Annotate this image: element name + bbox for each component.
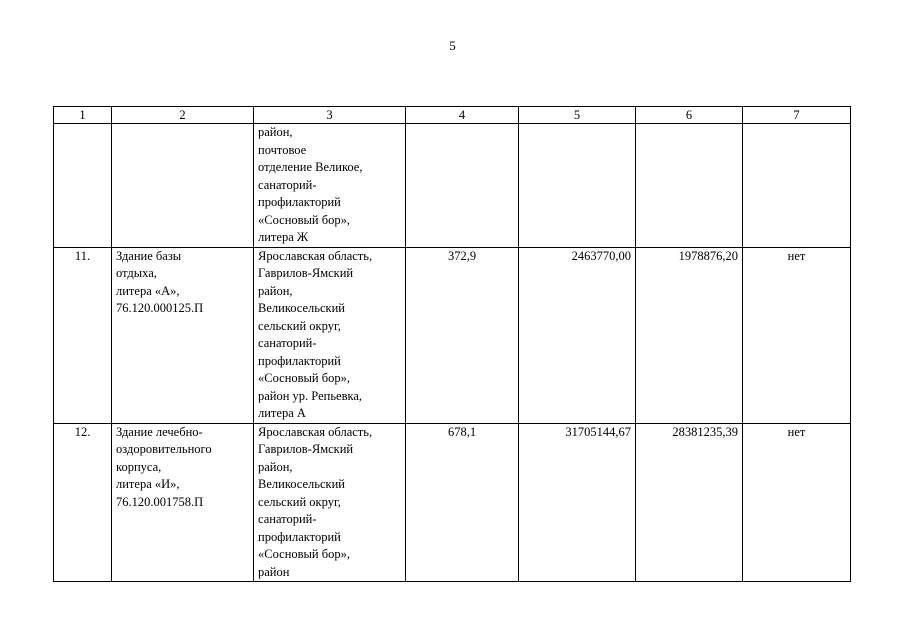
residual-value-cell	[636, 124, 743, 248]
area-cell: 372,9	[406, 247, 519, 423]
address-line: литера Ж	[258, 230, 309, 244]
address-line: литера А	[258, 406, 306, 420]
address-line: профилакторий	[258, 195, 341, 209]
book-value-cell: 2463770,00	[519, 247, 636, 423]
address-line: профилакторий	[258, 353, 341, 368]
object-name-line: литера «И»,	[116, 477, 180, 491]
table-row	[54, 124, 851, 248]
address-line: Гаврилов-Ямский	[258, 266, 354, 280]
table-row	[54, 423, 851, 582]
address-line: район,	[258, 125, 293, 139]
column-header: 7	[743, 107, 851, 124]
address-line: Гаврилов-Ямский	[258, 442, 354, 456]
area-cell: 678,1	[406, 423, 519, 582]
table-row	[54, 247, 851, 423]
address-line: профилакторий	[258, 529, 341, 544]
page-number: 5	[449, 38, 456, 53]
object-name-cell	[112, 124, 254, 248]
object-name-cell	[112, 247, 254, 423]
column-header: 6	[636, 107, 743, 124]
address-line: «Сосновый бор»,	[258, 547, 350, 561]
header-row	[54, 107, 851, 124]
address-cell	[254, 247, 406, 423]
book-value-cell	[519, 124, 636, 248]
object-name-cell	[112, 423, 254, 582]
object-name-line: корпуса,	[116, 459, 162, 474]
row-number-cell: 12.	[54, 423, 112, 582]
address-line: район ур. Репьевка,	[258, 388, 363, 403]
address-line: санаторий-	[258, 512, 317, 526]
address-line: санаторий-	[258, 177, 317, 192]
address-line: сельский округ,	[258, 494, 341, 509]
column-header: 3	[254, 107, 406, 124]
object-name-line: отдыха,	[116, 266, 157, 280]
row-number-cell	[54, 124, 112, 248]
address-line: Ярославская область,	[258, 424, 373, 439]
residual-value-cell: 28381235,39	[636, 423, 743, 582]
object-name-line: 76.120.001758.П	[116, 494, 204, 509]
address-line: район,	[258, 459, 293, 474]
object-name-line: Здание лечебно-	[116, 424, 203, 439]
address-line: сельский округ,	[258, 318, 341, 333]
address-line: почтовое	[258, 142, 307, 157]
address-line: «Сосновый бор»,	[258, 212, 350, 227]
address-cell	[254, 124, 406, 248]
object-name-line: 76.120.000125.П	[116, 301, 204, 315]
object-name-line: литера «А»,	[116, 283, 180, 298]
column-header: 2	[112, 107, 254, 124]
encumbrance-cell: нет	[743, 423, 851, 582]
address-line: Ярославская область,	[258, 248, 373, 263]
address-cell	[254, 423, 406, 582]
address-line: район	[258, 564, 290, 579]
encumbrance-cell: нет	[743, 247, 851, 423]
column-header: 1	[54, 107, 112, 124]
area-cell	[406, 124, 519, 248]
residual-value-cell: 1978876,20	[636, 247, 743, 423]
address-line: район,	[258, 283, 293, 298]
encumbrance-cell	[743, 124, 851, 248]
address-line: отделение Великое,	[258, 160, 363, 174]
address-line: «Сосновый бор»,	[258, 371, 350, 385]
table-body	[54, 124, 851, 582]
object-name-line: Здание базы	[116, 248, 182, 263]
column-header: 4	[406, 107, 519, 124]
book-value-cell: 31705144,67	[519, 423, 636, 582]
column-header: 5	[519, 107, 636, 124]
property-table	[53, 106, 851, 582]
address-line: Великосельский	[258, 477, 345, 491]
row-number-cell: 11.	[54, 247, 112, 423]
address-line: санаторий-	[258, 336, 317, 350]
object-name-line: оздоровительного	[116, 442, 212, 456]
address-line: Великосельский	[258, 301, 345, 315]
